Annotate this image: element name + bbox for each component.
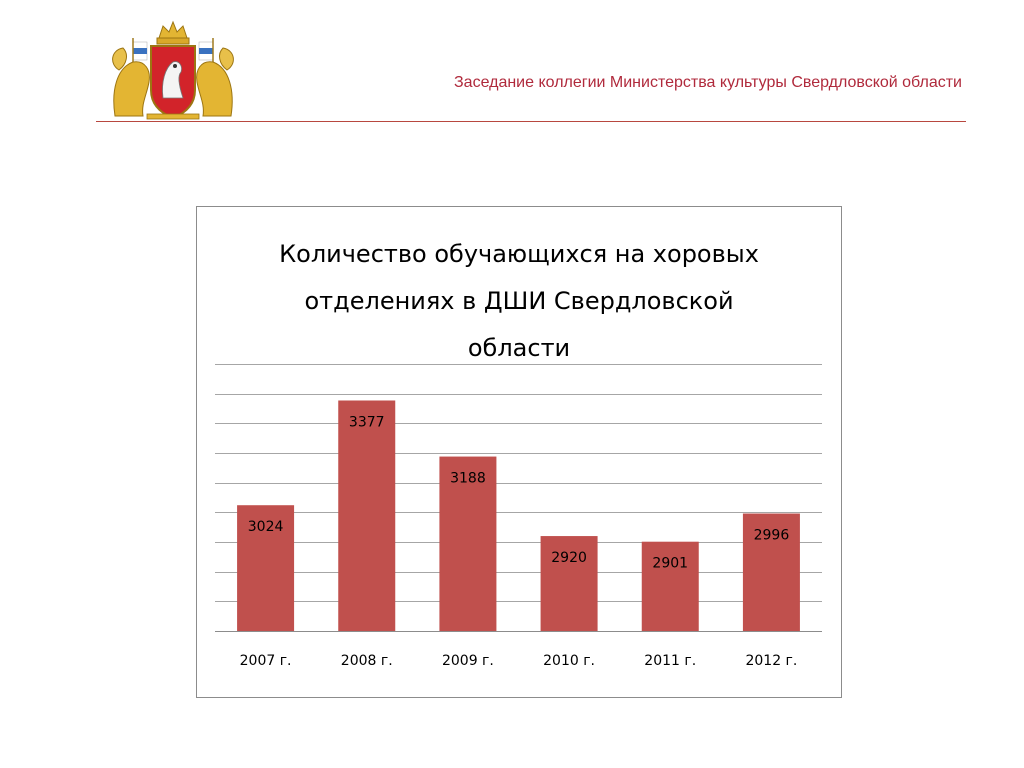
bar-value-label: 2901 bbox=[652, 555, 689, 572]
chart-title-line: отделениях в ДШИ Свердловской bbox=[304, 287, 734, 315]
x-tick-label: 2009 г. bbox=[441, 653, 494, 669]
x-tick-label: 2007 г. bbox=[239, 653, 292, 669]
bar-chart bbox=[197, 207, 841, 697]
bar-value-label: 3377 bbox=[348, 414, 385, 431]
bar-value-label: 2920 bbox=[551, 550, 587, 567]
chart-title-line: области bbox=[467, 334, 571, 362]
page-title: Заседание коллегии Министерства культуры Свердловской области bbox=[454, 74, 962, 91]
bar bbox=[338, 400, 395, 631]
x-tick-label: 2008 г. bbox=[340, 653, 393, 669]
bar-value-label: 3188 bbox=[450, 470, 486, 487]
x-tick-label: 2012 г. bbox=[745, 653, 798, 669]
header-divider bbox=[96, 121, 966, 122]
x-tick-label: 2010 г. bbox=[543, 653, 596, 669]
chart-frame bbox=[196, 206, 842, 698]
x-tick-label: 2011 г. bbox=[644, 653, 697, 669]
bar-value-label: 3024 bbox=[247, 519, 284, 536]
coat-of-arms-icon bbox=[107, 20, 239, 120]
chart-title-line: Количество обучающихся на хоровых bbox=[279, 240, 759, 268]
bar-value-label: 2996 bbox=[753, 527, 790, 544]
